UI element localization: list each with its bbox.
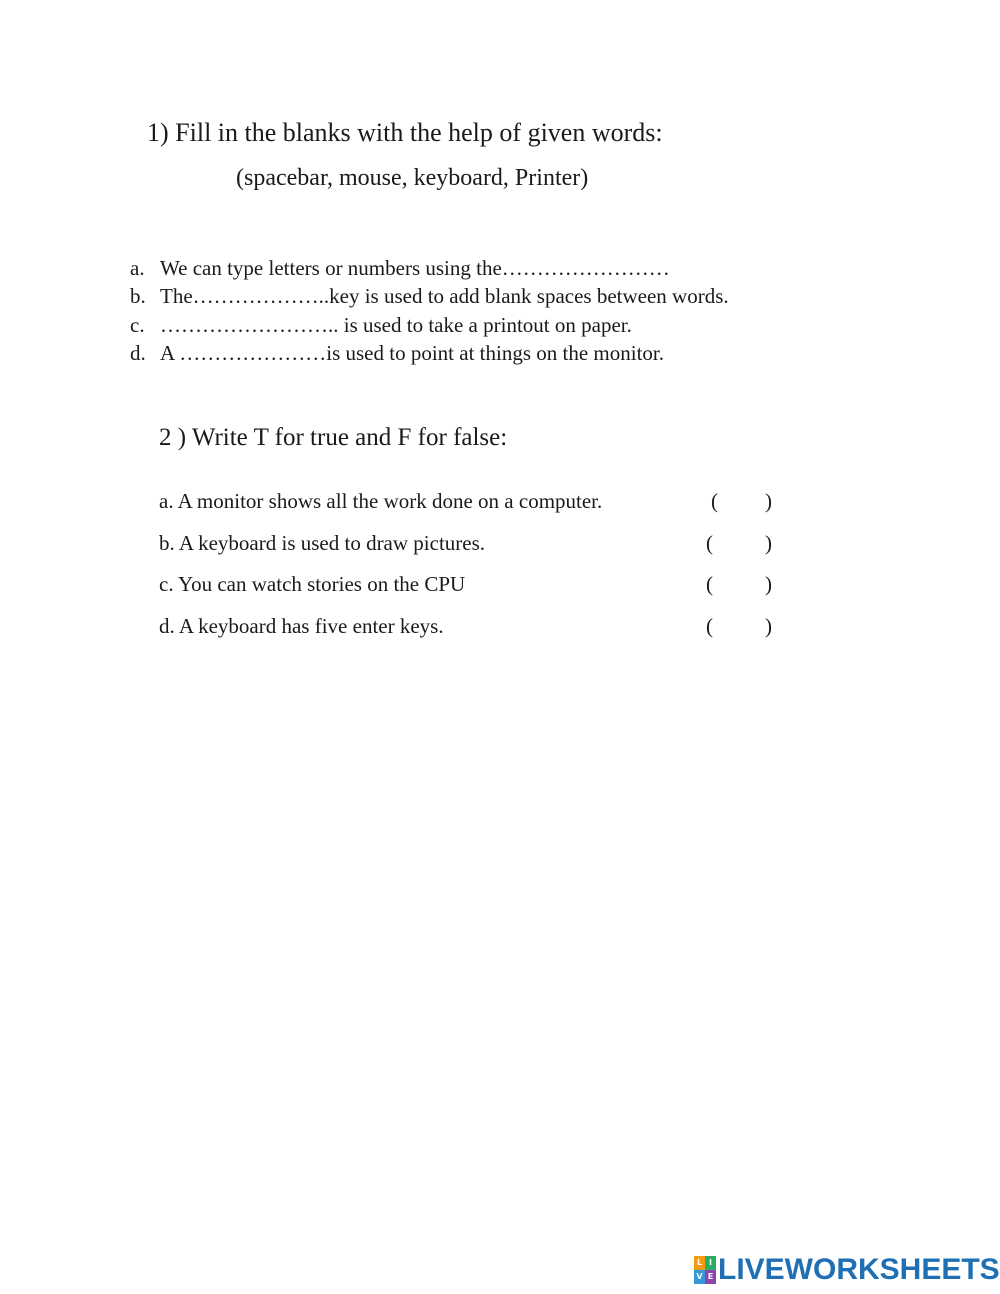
liveworksheets-logo-icon bbox=[694, 1256, 716, 1284]
fill-item bbox=[0, 256, 1000, 282]
logo-icon-cell: I bbox=[705, 1256, 716, 1270]
item-letter: d. bbox=[130, 341, 146, 365]
tf-statement: b. A keyboard is used to draw pictures. bbox=[159, 531, 486, 555]
answer-open-paren[interactable]: ( bbox=[706, 614, 713, 638]
item-text: …………………….. is used to take a printout on paper. bbox=[160, 313, 632, 337]
logo-icon-cell: V bbox=[694, 1270, 705, 1284]
fill-item bbox=[0, 284, 1000, 310]
answer-close-paren: ) bbox=[765, 531, 772, 555]
item-letter: c. bbox=[130, 313, 145, 337]
answer-close-paren: ) bbox=[765, 614, 772, 638]
question-1-title: 1) Fill in the blanks with the help of given words: bbox=[147, 118, 663, 147]
item-letter: a. bbox=[130, 256, 145, 280]
question-2-title: 2 ) Write T for true and F for false: bbox=[159, 424, 508, 451]
fill-item bbox=[0, 313, 1000, 339]
item-letter: b. bbox=[130, 284, 146, 308]
logo-icon-cell: L bbox=[694, 1256, 705, 1270]
tf-statement: c. You can watch stories on the CPU bbox=[159, 572, 466, 596]
item-text: The………………..key is used to add blank spaces between words. bbox=[160, 284, 729, 308]
tf-statement: a. A monitor shows all the work done on a computer. bbox=[159, 489, 603, 513]
answer-open-paren[interactable]: ( bbox=[706, 531, 713, 555]
logo-text: LIVEWORKSHEETS bbox=[718, 1253, 1000, 1286]
logo-icon-cell: E bbox=[705, 1270, 716, 1284]
answer-close-paren: ) bbox=[765, 489, 772, 513]
liveworksheets-logo bbox=[694, 1254, 1000, 1286]
tf-statement: d. A keyboard has five enter keys. bbox=[159, 614, 444, 638]
item-text: We can type letters or numbers using the…………………… bbox=[160, 256, 670, 280]
answer-close-paren: ) bbox=[765, 572, 772, 596]
word-bank: (spacebar, mouse, keyboard, Printer) bbox=[236, 165, 589, 191]
fill-item bbox=[0, 341, 1000, 367]
answer-open-paren[interactable]: ( bbox=[706, 572, 713, 596]
item-text: A …………………is used to point at things on the monitor. bbox=[160, 341, 664, 365]
answer-open-paren[interactable]: ( bbox=[711, 489, 718, 513]
